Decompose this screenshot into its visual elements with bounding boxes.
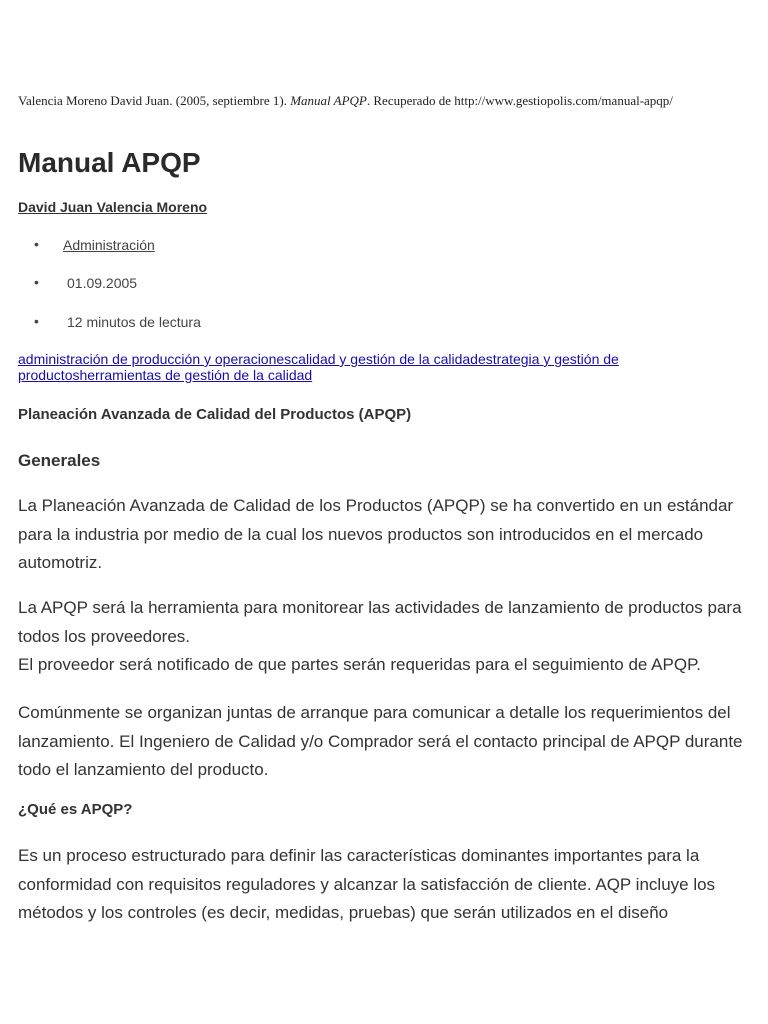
paragraph-2	[18, 594, 754, 680]
author-link[interactable]: David Juan Valencia Moreno	[18, 199, 208, 215]
paragraph-4: Es un proceso estructurado para definir las características dominantes importantes para la conformidad con requisitos reguladores y alcanzar la satisfacción de cliente. AQP incluye los métodos y los controles (es decir, medidas, pruebas) que serán utilizados en el diseño	[18, 846, 716, 922]
citation-source: . Recuperado de http://www.gestiopolis.com/manual-apqp/	[366, 93, 673, 108]
citation-text: Valencia Moreno David Juan. (2005, septiembre 1).	[18, 93, 291, 108]
citation	[18, 93, 754, 108]
citation-title: Manual APQP	[290, 93, 367, 108]
section-heading-generales: Generales	[18, 451, 101, 470]
category-link[interactable]: Administración	[63, 237, 155, 253]
bullet-icon: •	[34, 274, 39, 290]
tags-link[interactable]: administración de producción y operacionescalidad y gestión de la calidadestrategia y gestión de productosherramientas de gestión de la calidad	[18, 351, 619, 383]
bullet-icon: •	[34, 313, 39, 329]
publish-date: 01.09.2005	[67, 275, 138, 291]
paragraph-1: La Planeación Avanzada de Calidad de los Productos (APQP) se ha convertido en un estándar para la industria por medio de la cual los nuevos productos son introducidos en el mercado automotriz.	[18, 496, 734, 572]
paragraph-2-line-2: El proveedor será notificado de que partes serán requeridas para el seguimiento de APQP.	[18, 655, 701, 674]
bullet-icon: •	[34, 236, 39, 252]
page-title: Manual APQP	[18, 147, 201, 178]
section-heading-que-es: ¿Qué es APQP?	[18, 801, 133, 818]
section-heading-apqp: Planeación Avanzada de Calidad del Productos (APQP)	[18, 406, 412, 423]
reading-time: 12 minutos de lectura	[67, 314, 201, 330]
paragraph-2-line-1: La APQP será la herramienta para monitorear las actividades de lanzamiento de productos para todos los proveedores.	[18, 598, 742, 646]
paragraph-3: Comúnmente se organizan juntas de arranque para comunicar a detalle los requerimientos del lanzamiento. El Ingeniero de Calidad y/o Comprador será el contacto principal de APQP durante todo el lanzamiento del producto.	[18, 703, 743, 779]
